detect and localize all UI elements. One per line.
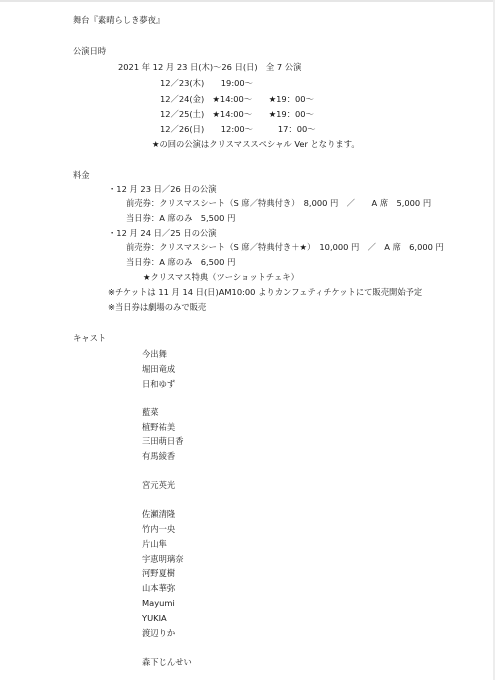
pricing-heading: 料金: [73, 170, 90, 180]
cast-name: 藍菜: [142, 407, 159, 417]
document-title: 舞台『素晴らしき夢夜』: [73, 15, 165, 25]
price-group-label: ・12 月 24 日／25 日の公演: [108, 228, 217, 238]
cast-name: 有馬綾香: [142, 451, 176, 461]
price-sameday: 当日券：A 席のみ 5,500 円: [126, 213, 236, 223]
cast-name: 植野祐美: [142, 422, 176, 432]
schedule-note: ★の回の公演はクリスマススペシャル Ver となります。: [152, 139, 360, 149]
cast-name: 山本華弥: [142, 583, 176, 593]
cast-name: 日和ゆず: [142, 379, 176, 389]
cast-name: 片山隼: [142, 539, 167, 549]
cast-name: 三田萌日香: [142, 436, 184, 446]
cast-name: 堀田竜成: [142, 364, 176, 374]
cast-heading: キャスト: [73, 333, 107, 343]
ticket-note: ※当日券は劇場のみで販売: [108, 302, 207, 312]
price-sameday: 当日券：A 席のみ 6,500 円: [126, 257, 236, 267]
cast-name: 森下じんせい: [142, 657, 192, 667]
price-presale: 前売券：クリスマスシート（S 席／特典付き＋★） 10,000 円 ／ A 席 6,000 円: [126, 242, 444, 252]
cast-name: 竹内一央: [142, 524, 176, 534]
cast-name: 河野夏樹: [142, 568, 176, 578]
cast-name: 佐瀬清隆: [142, 509, 176, 519]
page-top-edge: [0, 0, 495, 2]
ticket-note: ※チケットは 11 月 14 日(日)AM10:00 よりカンフェティチケットにて販売開始予定: [108, 287, 423, 297]
schedule-row: 12／26(日) 12:00〜 17：00〜: [160, 124, 316, 134]
schedule-heading: 公演日時: [73, 46, 107, 56]
price-group-label: ・12 月 23 日／26 日の公演: [108, 184, 217, 194]
cast-name: 宮元英光: [142, 480, 176, 490]
price-presale: 前売券：クリスマスシート（S 席／特典付き） 8,000 円 ／ A 席 5,000 円: [126, 198, 432, 208]
cast-name: 渡辺りか: [142, 628, 176, 638]
cast-name: Mayumi: [142, 598, 175, 608]
cast-name: YUKIA: [142, 613, 167, 623]
schedule-summary: 2021 年 12 月 23 日(木)〜26 日(日) 全 7 公演: [118, 62, 302, 72]
schedule-row: 12／23(木) 19:00〜: [160, 78, 253, 88]
schedule-row: 12／25(土) ★14:00〜 ★19：00〜: [160, 109, 314, 119]
price-bonus: ★クリスマス特典（ツーショットチェキ）: [143, 272, 299, 282]
schedule-row: 12／24(金) ★14:00〜 ★19：00〜: [160, 94, 314, 104]
cast-name: 今出舞: [142, 349, 167, 359]
cast-name: 宇恵明璃奈: [142, 554, 184, 564]
